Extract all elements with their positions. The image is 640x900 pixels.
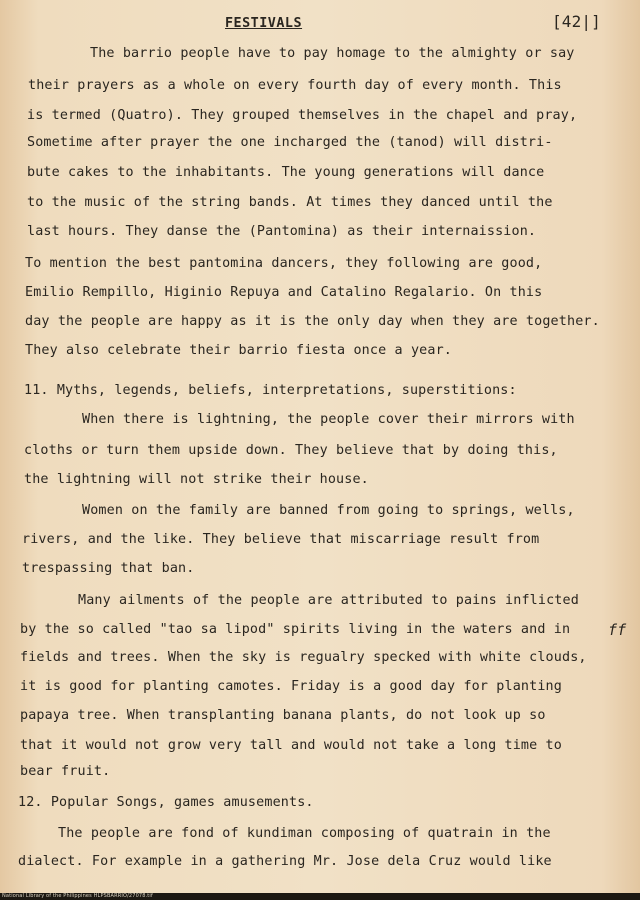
text-line: bute cakes to the inhabitants. The young generations will dance	[27, 165, 545, 180]
page-number: [42|]	[552, 12, 601, 31]
section-heading: 11. Myths, legends, beliefs, interpretations, superstitions:	[24, 383, 517, 398]
text-line: by the so called "tao sa lipod" spirits living in the waters and in	[20, 622, 571, 637]
text-line: The people are fond of kundiman composing of quatrain in the	[58, 826, 551, 841]
text-line: cloths or turn them upside down. They believe that by doing this,	[24, 443, 558, 458]
text-line: fields and trees. When the sky is regualry specked with white clouds,	[20, 650, 587, 665]
text-line: They also celebrate their barrio fiesta once a year.	[25, 343, 453, 358]
text-line: day the people are happy as it is the only day when they are together.	[25, 314, 600, 329]
text-line: dialect. For example in a gathering Mr. Jose dela Cruz would like	[18, 854, 552, 869]
text-line: rivers, and the like. They believe that miscarriage result from	[22, 532, 540, 547]
text-line: trespassing that ban.	[22, 561, 195, 576]
text-line: papaya tree. When transplanting banana plants, do not look up so	[20, 708, 546, 723]
text-line: bear fruit.	[20, 764, 111, 779]
archive-footer: National Library of the Philippines HLPSBARRIO/27078.tif	[0, 893, 640, 900]
text-line: To mention the best pantomina dancers, they following are good,	[25, 256, 543, 271]
text-line: Sometime after prayer the one incharged the (tanod) will distri-	[27, 135, 553, 150]
text-line: the lightning will not strike their house.	[24, 472, 369, 487]
page-title: FESTIVALS	[225, 16, 303, 31]
text-line: The barrio people have to pay homage to the almighty or say	[90, 46, 575, 61]
text-line: Many ailments of the people are attributed to pains inflicted	[78, 593, 579, 608]
handwritten-margin-mark: ff	[608, 621, 627, 639]
text-line: to the music of the string bands. At times they danced until the	[27, 195, 553, 210]
text-line: Emilio Rempillo, Higinio Repuya and Catalino Regalario. On this	[25, 285, 543, 300]
text-line: When there is lightning, the people cover their mirrors with	[82, 412, 575, 427]
text-line: last hours. They danse the (Pantomina) as their internaission.	[27, 224, 537, 239]
text-line: it is good for planting camotes. Friday is a good day for planting	[20, 679, 562, 694]
text-line: is termed (Quatro). They grouped themselves in the chapel and pray,	[27, 108, 578, 123]
text-line: that it would not grow very tall and would not take a long time to	[20, 738, 562, 753]
section-heading: 12. Popular Songs, games amusements.	[18, 795, 314, 810]
text-line: their prayers as a whole on every fourth day of every month. This	[28, 78, 562, 93]
text-line: Women on the family are banned from going to springs, wells,	[82, 503, 575, 518]
